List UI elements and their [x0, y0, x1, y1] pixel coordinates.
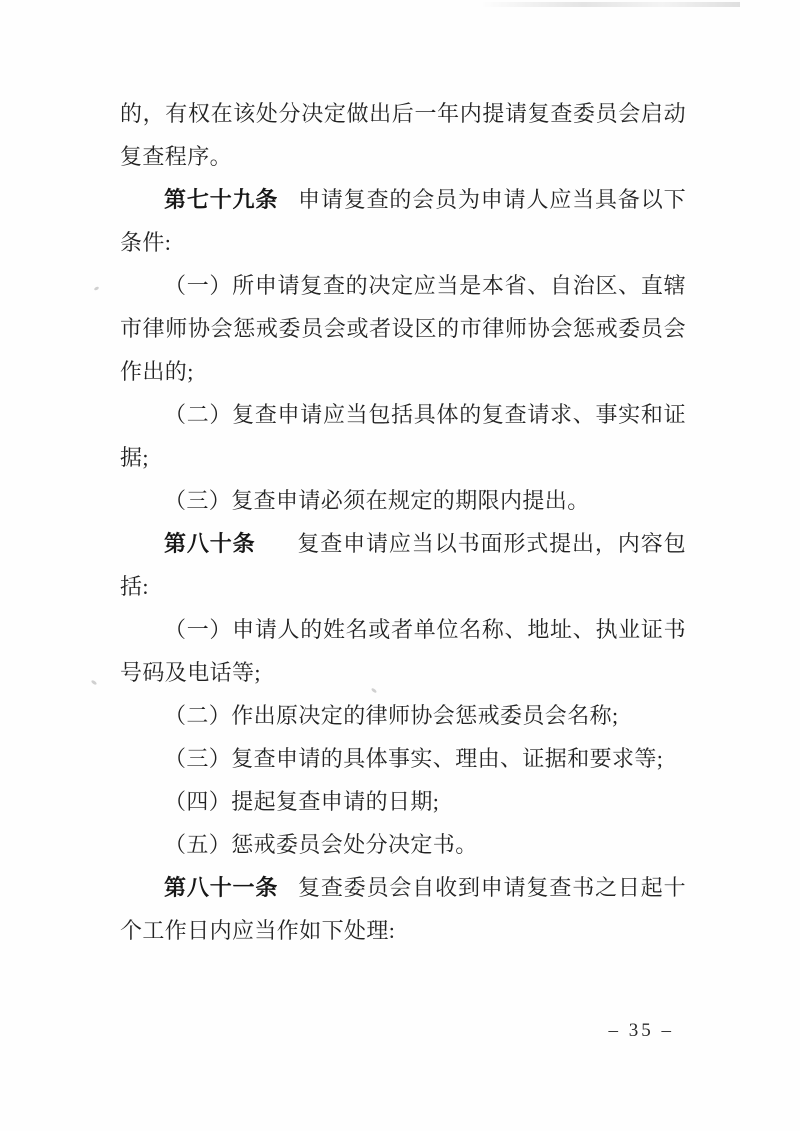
paragraph-text: 复查委员会自收到申请复查书之日起十个工作日内应当作如下处理: — [120, 875, 686, 943]
paragraph-text: 复查申请应当以书面形式提出，内容包括: — [120, 531, 686, 599]
article-80-item-2 — [120, 694, 686, 737]
paragraph-text: （三）复查申请必须在规定的期限内提出。 — [164, 488, 590, 513]
article-80-item-4 — [120, 780, 686, 823]
article-80-number: 第八十条 — [164, 531, 256, 556]
article-80-paragraph — [120, 522, 686, 608]
scan-speck — [91, 680, 98, 686]
document-body — [120, 92, 686, 952]
page-number: – 35 – — [608, 1020, 674, 1041]
paragraph-text: （五）惩戒委员会处分决定书。 — [164, 832, 478, 857]
article-80-item-5 — [120, 823, 686, 866]
paragraph-text: 的，有权在该处分决定做出后一年内提请复查委员会启动复查程序。 — [120, 101, 686, 169]
article-81-number: 第八十一条 — [164, 875, 279, 900]
paragraph-text: （三）复查申请的具体事实、理由、证据和要求等; — [164, 746, 664, 771]
article-79-paragraph — [120, 178, 686, 264]
scan-smudge — [480, 2, 740, 7]
paragraph-text: （四）提起复查申请的日期; — [164, 789, 440, 814]
paragraph-text: （一）所申请复查的决定应当是本省、自治区、直辖市律师协会惩戒委员会或者设区的市律师协会惩戒委员会作出的; — [120, 273, 686, 384]
paragraph-continuation — [120, 92, 686, 178]
scan-speck — [94, 286, 100, 291]
paragraph-text: （二）复查申请应当包括具体的复查请求、事实和证据; — [120, 402, 686, 470]
paragraph-text: （二）作出原决定的律师协会惩戒委员会名称; — [164, 703, 619, 728]
article-79-number: 第七十九条 — [164, 187, 279, 212]
article-80-item-3 — [120, 737, 686, 780]
article-80-item-1 — [120, 608, 686, 694]
article-79-item-3 — [120, 479, 686, 522]
paragraph-text: （一）申请人的姓名或者单位名称、地址、执业证书号码及电话等; — [120, 617, 686, 685]
paragraph-text: 申请复查的会员为申请人应当具备以下条件: — [120, 187, 686, 255]
article-81-paragraph — [120, 866, 686, 952]
article-79-item-1 — [120, 264, 686, 393]
article-79-item-2 — [120, 393, 686, 479]
